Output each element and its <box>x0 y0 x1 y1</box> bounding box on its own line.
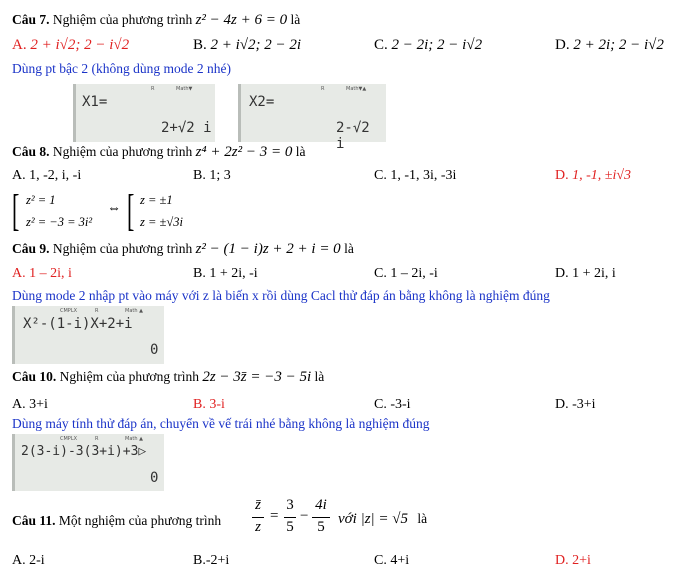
q7-note: Dùng pt bậc 2 (không dùng mode 2 nhé) <box>12 61 231 76</box>
q7-equation: z² − 4z + 6 = 0 <box>195 12 288 28</box>
q11-option-a-value: 2-i <box>29 553 45 568</box>
q10-option-a-letter: A. <box>12 397 26 412</box>
q9-option-a-letter: A. <box>12 266 26 281</box>
minus-sign: − <box>300 508 309 524</box>
q9-heading <box>12 241 354 258</box>
q8-suffix: là <box>295 144 306 159</box>
q11-option-b-letter: B. <box>193 553 206 568</box>
q9-option-b-value: 1 + 2i, -i <box>209 266 258 281</box>
q7-option-c[interactable] <box>374 37 482 54</box>
q9-text: Nghiệm của phương trình <box>52 241 193 256</box>
q10-option-a[interactable] <box>12 397 48 413</box>
calc-line-1: X²-(1-i)X+2+i <box>23 316 133 332</box>
q10-calculator-screen <box>12 434 164 491</box>
system-left-1: z² = 1 <box>26 193 56 207</box>
q11-text: Một nghiệm của phương trình <box>58 513 222 528</box>
calc-indicator: R <box>321 86 325 92</box>
frac-bar <box>284 517 296 518</box>
q7-option-d-letter: D. <box>555 37 570 53</box>
q10-option-b-value: 3-i <box>209 397 225 412</box>
q11-option-c-value: 4+i <box>390 553 410 568</box>
q10-equation: 2z − 3z̄ = −3 − 5i <box>202 369 312 385</box>
q10-option-b[interactable] <box>193 397 225 413</box>
q7-option-c-letter: C. <box>374 37 388 53</box>
q10-text: Nghiệm của phương trình <box>59 369 199 384</box>
equals-sign: = <box>270 508 279 524</box>
frac2-num: 4i <box>315 497 327 513</box>
q9-label: Câu 9. <box>12 241 50 256</box>
q10-note: Dùng máy tính thử đáp án, chuyển về vế trái nhé bằng không là nghiệm đúng <box>12 416 430 431</box>
calc-line-2: 2+√2 i <box>161 120 212 136</box>
q8-solution-system <box>12 186 252 238</box>
calc-indicator: R <box>95 308 99 314</box>
frac-bar <box>312 517 330 518</box>
q9-suffix: là <box>344 241 354 256</box>
frac-lhs-den: z <box>255 519 261 535</box>
q8-option-b-value: 1; 3 <box>209 168 231 183</box>
q7-calculator-screen-1 <box>73 84 215 142</box>
calc-indicator: CMPLX <box>60 436 78 442</box>
q8-option-c-value: 1, -1, 3i, -3i <box>390 168 457 183</box>
frac1-num: 3 <box>286 497 294 513</box>
q9-option-c[interactable] <box>374 266 438 282</box>
calc-indicator: CMPLX <box>60 308 78 314</box>
system-left-2: z² = −3 = 3i² <box>26 215 93 229</box>
q9-option-b[interactable] <box>193 266 258 282</box>
q9-option-a-value: 1 – 2i, i <box>29 266 72 281</box>
frac-lhs-num: z̄ <box>255 497 261 513</box>
q11-condition: với |z| = √5 <box>338 511 409 527</box>
q7-option-a-value: 2 + i√2; 2 − i√2 <box>30 37 130 53</box>
calc-indicator: R <box>151 86 155 92</box>
q7-option-d[interactable] <box>555 37 664 54</box>
q9-note: Dùng mode 2 nhập pt vào máy với z là biến x rồi dùng Cacl thử đáp án bằng không là nghiệm đúng <box>12 288 550 303</box>
q8-option-d-letter: D. <box>555 168 569 183</box>
q7-option-c-value: 2 − 2i; 2 − i√2 <box>391 37 483 53</box>
q8-option-c[interactable] <box>374 168 456 184</box>
q10-option-a-value: 3+i <box>29 397 48 412</box>
q10-option-d-value: -3+i <box>572 397 596 412</box>
q9-option-c-letter: C. <box>374 266 387 281</box>
q8-option-a-letter: A. <box>12 168 26 183</box>
q9-option-b-letter: B. <box>193 266 206 281</box>
q8-option-a-value: 1, -2, i, -i <box>29 168 82 183</box>
q10-option-d-letter: D. <box>555 397 569 412</box>
q8-label: Câu 8. <box>12 144 50 159</box>
q10-option-d[interactable] <box>555 397 596 413</box>
q9-calculator-screen <box>12 306 164 364</box>
q10-option-c-value: -3-i <box>390 397 411 412</box>
q9-option-d-value: 1 + 2i, i <box>572 266 616 281</box>
q7-text: Nghiệm của phương trình <box>52 12 193 27</box>
q10-option-b-letter: B. <box>193 397 206 412</box>
q9-option-d[interactable] <box>555 266 616 282</box>
q9-equation: z² − (1 − i)z + 2 + i = 0 <box>195 241 341 257</box>
q11-option-b-value: -2+i <box>205 553 230 568</box>
q8-option-b[interactable] <box>193 168 231 184</box>
q9-option-c-value: 1 – 2i, -i <box>390 266 438 281</box>
calc-line-1: X2= <box>249 94 275 110</box>
q7-suffix: là <box>290 12 301 27</box>
q10-label: Câu 10. <box>12 369 57 384</box>
calc-indicator: R <box>95 436 99 442</box>
q8-option-d-value: 1, -1, ±i√3 <box>572 168 632 183</box>
calc-indicator: Math ▲ <box>125 308 143 314</box>
q8-heading <box>12 144 305 161</box>
q8-option-a[interactable] <box>12 168 81 184</box>
calc-line-1: 2(3-i)-3(3+i)+3▷ <box>21 444 147 459</box>
q11-heading-text <box>12 513 221 529</box>
q11-option-a[interactable] <box>12 553 45 569</box>
q7-label: Câu 7. <box>12 12 50 27</box>
calc-line-1: X1= <box>82 94 108 110</box>
q10-suffix: là <box>314 369 325 384</box>
calc-indicator: Math▼▲ <box>346 86 367 92</box>
calc-indicator: Math ▲ <box>125 436 143 442</box>
q11-suffix: là <box>417 511 428 526</box>
q11-option-a-letter: A. <box>12 553 26 568</box>
q8-option-d[interactable] <box>555 168 631 184</box>
frac2-den: 5 <box>317 519 325 535</box>
q7-heading <box>12 12 300 29</box>
system-right-2: z = ±√3i <box>140 215 183 229</box>
q11-option-b[interactable] <box>193 553 229 569</box>
right-brace: [ <box>127 186 135 235</box>
q9-option-d-letter: D. <box>555 266 569 281</box>
q7-option-b[interactable] <box>193 37 301 54</box>
q7-option-b-letter: B. <box>193 37 207 53</box>
q8-equation: z⁴ + 2z² − 3 = 0 <box>195 144 293 160</box>
q10-option-c-letter: C. <box>374 397 387 412</box>
left-brace: [ <box>12 186 20 235</box>
q7-option-a-letter: A. <box>12 37 27 53</box>
q10-option-c[interactable] <box>374 397 411 413</box>
calc-line-2: 0 <box>150 342 159 358</box>
equivalence-arrow: ⇔ <box>107 201 121 216</box>
q11-option-d-value: 2+i <box>572 553 591 568</box>
frac1-den: 5 <box>286 519 294 535</box>
calc-line-2: 2-√2 i <box>336 120 370 152</box>
q8-option-c-letter: C. <box>374 168 387 183</box>
q7-option-b-value: 2 + i√2; 2 − 2i <box>210 37 302 53</box>
q11-option-d[interactable] <box>555 553 591 569</box>
q11-equation <box>252 497 332 545</box>
q7-option-a[interactable] <box>12 37 129 54</box>
system-right-1: z = ±1 <box>140 193 173 207</box>
q9-option-a[interactable] <box>12 266 72 282</box>
q8-option-b-letter: B. <box>193 168 206 183</box>
q10-heading <box>12 369 324 386</box>
calc-indicator: Math▼ <box>176 86 193 92</box>
q11-label: Câu 11. <box>12 513 56 528</box>
q11-condition-wrap <box>338 511 427 528</box>
q8-text: Nghiệm của phương trình <box>52 144 193 159</box>
calc-line-2: 0 <box>150 470 159 486</box>
q7-option-d-value: 2 + 2i; 2 − i√2 <box>573 37 664 53</box>
q11-option-d-letter: D. <box>555 553 569 568</box>
q11-option-c[interactable] <box>374 553 409 569</box>
q11-option-c-letter: C. <box>374 553 387 568</box>
frac-bar <box>252 517 264 518</box>
